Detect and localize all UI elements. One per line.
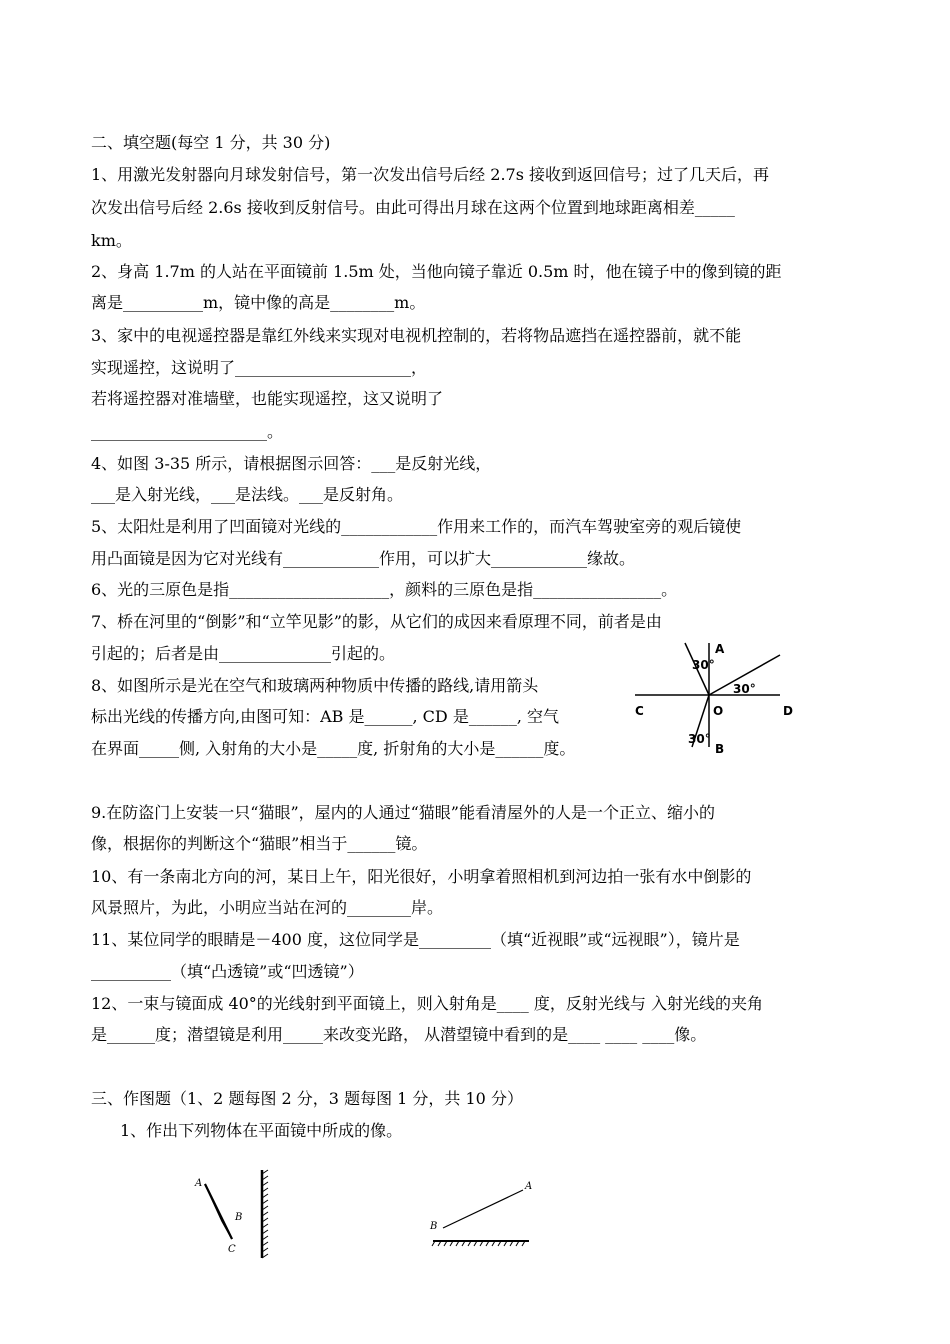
q2-line1: 2、身高 1.7m 的人站在平面镜前 1.5m 处，当他向镜子靠近 0.5m 时，他在镜子中的像到镜的距 xyxy=(91,262,782,281)
q4-line1: 4、如图 3-35 所示，请根据图示回答：___是反射光线， xyxy=(91,454,492,473)
q8-line1: 8、如图所示是光在空气和玻璃两种物质中传播的路线,请用箭头 xyxy=(91,676,539,695)
q10-line1: 10、有一条南北方向的河，某日上午，阳光很好，小明拿着照相机到河边拍一张有水中倒影的 xyxy=(91,867,752,886)
q10-line2: 风景照片，为此，小明应当站在河的________岸。 xyxy=(91,898,444,917)
angle-top: 30° xyxy=(692,658,715,672)
triangle-edge-ac xyxy=(205,1184,232,1239)
label-o: O xyxy=(713,704,724,718)
q5-line1: 5、太阳灶是利用了凹面镜对光线的____________作用来工作的，而汽车驾驶室旁的观后镜使 xyxy=(91,517,742,536)
label-d: D xyxy=(783,704,793,718)
section3-q1: 1、作出下列物体在平面镜中所成的像。 xyxy=(120,1121,403,1140)
q4-line2: ___是入射光线，___是法线。___是反射角。 xyxy=(91,485,404,504)
q9-line1: 9.在防盗门上安装一只“猫眼”，屋内的人通过“猫眼”能看清屋外的人是一个正立、缩小的 xyxy=(91,803,715,822)
section2-heading: 二、填空题(每空 1 分，共 30 分) xyxy=(91,133,331,152)
q5-line2: 用凸面镜是因为它对光线有____________作用，可以扩大____________缘故。 xyxy=(91,549,636,568)
mirror-figure-segment xyxy=(425,1175,545,1250)
q3-line1: 3、家中的电视遥控器是靠红外线来实现对电视机控制的，若将物品遮挡在遥控器前，就不能 xyxy=(91,326,742,345)
q1-line2: 次发出信号后经 2.6s 接收到反射信号。由此可得出月球在这两个位置到地球距离相差_____ xyxy=(91,198,735,217)
q12-line2: 是______度；潜望镜是利用_____来改变光路， 从潜望镜中看到的是____ ____ ____像。 xyxy=(91,1025,707,1044)
seg-label-b: B xyxy=(430,1221,438,1232)
q2-line2: 离是__________m，镜中像的高是________m。 xyxy=(91,293,426,312)
q11-line1: 11、某位同学的眼睛是－400 度，这位同学是_________（填“近视眼”或“远视眼”），镜片是 xyxy=(91,930,740,949)
q9-line2: 像，根据你的判断这个“猫眼”相当于______镜。 xyxy=(91,834,428,853)
q1-line3: km。 xyxy=(91,231,132,250)
seg-label-a: A xyxy=(525,1181,533,1192)
angle-right: 30° xyxy=(733,682,756,696)
q8-line3: 在界面_____侧, 入射角的大小是_____度, 折射角的大小是______度。 xyxy=(91,739,576,758)
q1-line1: 1、用激光发射器向月球发射信号，第一次发出信号后经 2.7s 接收到返回信号；过了几天后，再 xyxy=(91,165,770,184)
tri-label-b: B xyxy=(235,1212,243,1223)
label-a: A xyxy=(715,642,725,656)
q7-line1: 7、桥在河里的“倒影”和“立竿见影”的影，从它们的成因来看原理不同，前者是由 xyxy=(91,612,662,631)
tri-label-c: C xyxy=(228,1244,236,1255)
segment-ab xyxy=(443,1190,523,1228)
q3-line3: 若将遥控器对准墙壁，也能实现遥控，这又说明了 xyxy=(91,389,444,408)
q11-line2: __________（填“凸透镜”或“凹透镜”） xyxy=(91,962,364,981)
q6-line1: 6、光的三原色是指____________________，颜料的三原色是指________________。 xyxy=(91,580,678,599)
q7-line2: 引起的；后者是由______________引起的。 xyxy=(91,644,396,663)
q8-line2: 标出光线的传播方向,由图可知：AB 是______, CD 是______, 空气 xyxy=(91,707,559,726)
angle-bottom: 30° xyxy=(688,732,711,746)
section3-heading: 三、作图题（1、2 题每图 2 分，3 题每图 1 分，共 10 分） xyxy=(91,1089,523,1108)
q12-line1: 12、一束与镜面成 40°的光线射到平面镜上，则入射角是____ 度，反射光线与 入射光线的夹角 xyxy=(91,994,763,1013)
mirror-figure-triangle xyxy=(185,1168,285,1263)
q3-line2: 实现遥控，这说明了______________________， xyxy=(91,358,428,377)
label-c: C xyxy=(635,704,644,718)
label-b: B xyxy=(715,742,725,756)
tri-label-a: A xyxy=(195,1178,203,1189)
refraction-diagram xyxy=(630,635,810,760)
q3-line4: ______________________。 xyxy=(91,422,284,441)
